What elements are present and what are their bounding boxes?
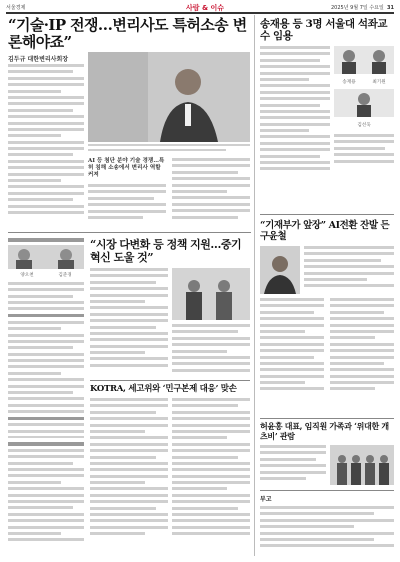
people-portraits-icon — [8, 245, 84, 269]
story-2-photo — [172, 268, 250, 320]
right-story-2-body-top — [304, 246, 394, 294]
right-story-2-body — [260, 298, 394, 414]
right-rule-2 — [260, 418, 394, 419]
left-bottom-column — [8, 442, 84, 554]
right-story-3-photo — [330, 445, 394, 485]
main-headline: “기술·IP 전쟁…변리사도 특허소송 변론해야죠” — [8, 16, 247, 51]
right-headline-3: 허윤홍 대표, 임직원 가족과 ‘위대한 개츠비’ 관람 — [260, 421, 389, 441]
main-subhead-block — [8, 54, 84, 63]
main-body-col-2 — [88, 184, 166, 228]
right-headline-1: 송재용 등 3명 서울대 석좌교수 임용 — [260, 18, 388, 42]
right-portraits — [334, 46, 394, 186]
page-header — [6, 3, 394, 12]
left-side-column — [8, 238, 84, 438]
person-label-1: 양오천 — [20, 272, 34, 278]
header-rule — [6, 12, 394, 14]
story-2-body-col-1 — [90, 268, 168, 376]
section-rule — [8, 232, 251, 233]
right-story-2-photo — [260, 246, 300, 294]
story-3-body-col-1 — [90, 398, 168, 554]
group-photo-icon-2 — [330, 445, 394, 485]
section-label: 서울경제 — [6, 5, 26, 11]
main-photo — [88, 52, 250, 142]
people-photos — [8, 245, 84, 269]
page-date: 2025년 9월 7일 수요일 31 — [331, 5, 394, 11]
story-3-headline: KOTRA, 세고위와 ‘민구본제 대응’ 맞손 — [90, 384, 237, 394]
main-pull-quote: AI 등 첨단 분야 기술 경쟁…특허 침해 소송에서 변리사 역할 커져 — [88, 158, 165, 178]
main-body-col-3 — [172, 158, 250, 228]
person-label-3: 송재용 — [342, 80, 356, 85]
person-label-4: 최기원 — [372, 80, 386, 85]
person-label-2: 김준경 — [58, 272, 72, 278]
main-subhead: 김두규 대한변리사회장 — [8, 56, 69, 63]
portrait-photo-icon — [88, 52, 250, 142]
portrait-icon-2 — [334, 89, 394, 117]
story-3-body-col-2 — [172, 398, 250, 554]
portrait-icon-1 — [334, 46, 394, 74]
right-rule-1 — [260, 214, 394, 215]
column-divider — [254, 15, 255, 556]
right-headline-2: “기재부가 앞장” AI전환 잔발 든 구윤철 — [260, 220, 390, 242]
obituary-block — [260, 494, 394, 554]
photo-caption — [88, 144, 250, 153]
person-label-5: 김선욱 — [357, 123, 371, 128]
portrait-icon-3 — [260, 246, 300, 294]
right-story-3-body — [260, 445, 326, 485]
story-2-headline: “시장 다변화 등 정책 지원…중기 혁신 도울 것” — [90, 238, 242, 264]
story-2-body-col-2 — [172, 324, 250, 376]
right-rule-3 — [260, 490, 394, 491]
section-title: 사람 & 이슈 — [186, 4, 225, 12]
right-story-1-body — [260, 46, 330, 186]
story-3-rule — [90, 380, 250, 381]
obituary-heading: 부고 — [260, 496, 272, 503]
group-photo-icon — [172, 268, 250, 320]
main-body-col-1 — [8, 64, 84, 228]
